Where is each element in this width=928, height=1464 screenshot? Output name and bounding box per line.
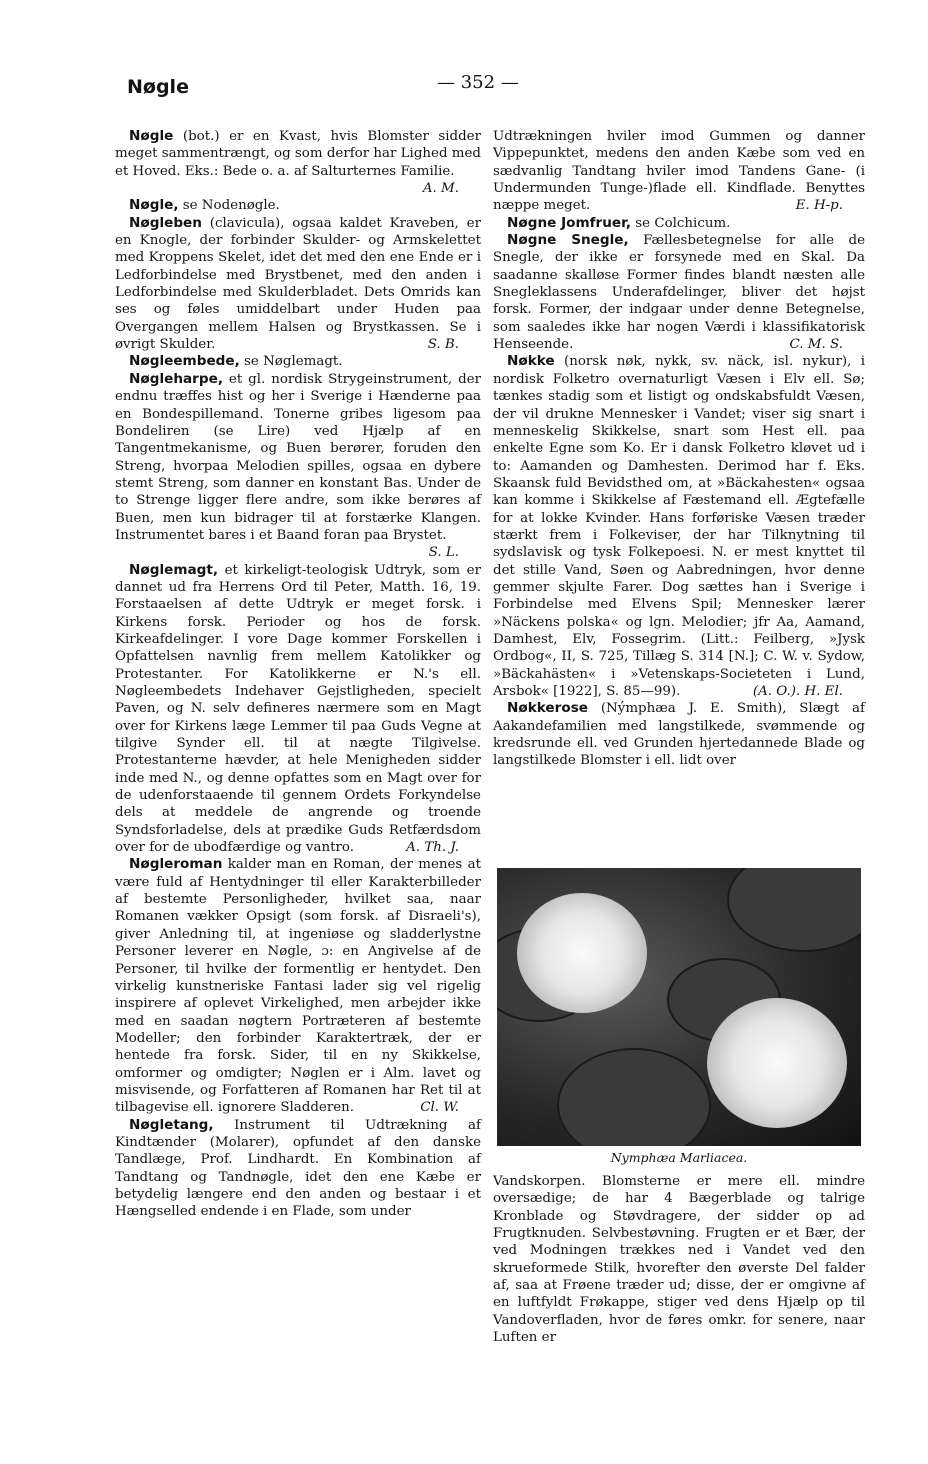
author-signature: A. Th. J. bbox=[406, 840, 459, 856]
dictionary-entry bbox=[493, 232, 865, 353]
figure-caption: Nymphæa Marliacea. bbox=[610, 1150, 748, 1165]
entry-headword: Nøkke bbox=[507, 353, 555, 370]
author-signature: E. H-p. bbox=[795, 198, 843, 214]
dictionary-entry bbox=[115, 215, 481, 354]
right-column-lower bbox=[493, 1173, 865, 1346]
entry-text: Fællesbetegnelse for alle de Snegle, der ikke er forsynede med en Skal. Da saadanne skalløse Former findes blandt næsten alle Snegleklassens Underafdelinger, bliver det højst forsk. Former, der indgaar under denne Betegnelse, som saaledes ikke har nogen Værdi i klassifikatorisk Henseende. bbox=[493, 233, 865, 353]
entry-text: kalder man en Roman, der menes at være fuld af Hentydninger til eller Karakterbilleder af bestemte Personligheder, hvilket saa, naar Romanen vækker Opsigt (som forsk. af Disraeli's), giver Anledning til, at ingeniøse og sladderlystne Personer leverer en Nøgle, ɔ: en Angivelse af de Personer, til hvilke der formentlig er hentydet. Den virkelig kunstneriske Fantasi lader sig vel rigelig inspirere af oplevet Virkelighed, men arbejder ikke med en saadan nøgtern Portræteren af bestemte Modeller; den forbinder Karaktertræk, der er hentede fra forsk. Sider, til en ny Skikkelse, omformer og omdigter; Nøglen er i Alm. lavet og misvisende, og Forfatteren af Romanen har Ret til at tilbagevise ell. ignorere Sladderen. bbox=[115, 857, 481, 1116]
author-signature: S. L. bbox=[428, 545, 459, 561]
dictionary-entry bbox=[115, 1117, 481, 1221]
author-signature: Cl. W. bbox=[420, 1100, 459, 1116]
entry-headword: Nøgleben bbox=[129, 214, 202, 231]
entry-text: se Nøglemagt. bbox=[239, 354, 343, 370]
running-head: Nøgle bbox=[127, 76, 189, 98]
dictionary-entry bbox=[115, 856, 481, 1116]
entry-headword: Nøgne Snegle, bbox=[507, 232, 629, 249]
author-signature: A. M. bbox=[422, 181, 459, 197]
author-signature: C. M. S. bbox=[789, 337, 843, 353]
dictionary-entry bbox=[493, 700, 865, 769]
entry-text: (clavicula), ogsaa kaldet Kraveben, er en Knogle, der forbinder Skulder- og Armskelettet med Kroppens Skelet, idet det med den ene Ende er i Ledforbindelse med Brystbenet, med den anden i Ledforbindelse med Skulderbladet. Dets Omrids kan ses og føles umiddelbart under Huden paa Overgangen mellem Halsen og Brystkassen. Se i øvrigt Skulder. bbox=[115, 215, 481, 353]
entry-headword: Nøgle bbox=[129, 128, 174, 144]
entry-headword: Nøgleembede, bbox=[129, 353, 240, 370]
page-number: — 352 — bbox=[437, 72, 519, 93]
dictionary-entry bbox=[115, 353, 481, 370]
entry-text: se Colchicum. bbox=[631, 215, 731, 231]
dictionary-entry bbox=[115, 128, 481, 197]
right-column bbox=[493, 128, 865, 770]
entry-text: (bot.) er en Kvast, hvis Blomster sidder meget sammentrængt, og som derfor har Lighed med et Hoved. Eks.: Bede o. a. af Salturternes Familie. bbox=[115, 129, 481, 179]
entry-headword: Nøgne Jomfruer, bbox=[507, 214, 632, 231]
author-signature: (A. O.). H. El. bbox=[752, 684, 843, 699]
entry-text: Instrument til Udtrækning af Kindtænder (Molarer), opfundet af den danske Tandlæge, Prof. Lindhardt. En Kombination af Tandtang og Tandnøgle, idet den ene Kæbe er betydelig længere end den anden og bestaar i et Hængselled endende i en Flade, som under bbox=[115, 1117, 481, 1220]
dictionary-entry bbox=[493, 215, 865, 232]
entry-headword: Nøgletang, bbox=[129, 1116, 214, 1133]
dictionary-entry bbox=[493, 128, 865, 215]
water-lily-photo bbox=[497, 868, 861, 1146]
dictionary-entry bbox=[115, 562, 481, 857]
entry-text: se Nodenøgle. bbox=[178, 198, 280, 214]
entry-headword: Nøglemagt, bbox=[129, 561, 219, 578]
author-signature: S. B. bbox=[427, 337, 459, 353]
entry-text: (Nýmphæa J. E. Smith), Slægt af Aakandefamilien med langstilkede, svømmende og kredsrunde ell. ved Grunden hjertedannede Blade og langstilkede Blomster i ell. lidt over bbox=[493, 701, 865, 769]
entry-headword: Nøgle, bbox=[129, 197, 179, 214]
continued-paragraph: Vandskorpen. Blomsterne er mere ell. mindre oversædige; de har 4 Bægerblade og talrige Kronblade og Støvdragere, der sidder op ad Frugtknuden. Selvbestøvning. Frugten er et Bær, der ved Modningen trækkes ned i Vandet ved den skrueformede Stilk, hvorefter den øverste Del falder af, saa at Frøene træder ud; disse, der er omgivne af en luftfyldt Frøkappe, stiger ved dens Hjælp op til Vandoverfladen, hvor de føres omkr. for senere, naar Luften er bbox=[493, 1174, 865, 1346]
entry-text: et gl. nordisk Strygeinstrument, der endnu træffes hist og her i Sverige i Hænderne paa en Bondespillemand. Tonerne gribes ligesom paa Bondeliren (se Lire) ved Hjælp af en Tangentmekanisme, og Buen berører, foruden den Streng, hvorpaa Melodien spilles, ogsaa en dybere stemt Streng, som danner en konstant Bas. Under de to Strenge ligger flere andre, som ikke berøres af Buen, men kun bidrager til at forstærke Klangen. Instrumentet bares i et Baand foran paa Brystet. bbox=[115, 371, 481, 543]
dictionary-entry bbox=[115, 371, 481, 562]
dictionary-entry bbox=[493, 353, 865, 700]
dictionary-entry bbox=[115, 197, 481, 214]
entry-headword: Nøgleharpe, bbox=[129, 370, 223, 387]
left-column bbox=[115, 128, 481, 1221]
entry-headword: Nøkkerose bbox=[507, 700, 589, 717]
entry-headword: Nøgleroman bbox=[129, 856, 223, 873]
entry-text: (norsk nøk, nykk, sv. näck, isl. nykur), i nordisk Folketro overnaturligt Væsen i Elv ell. Sø; tænkes stadig som et listigt og ondskabsfuldt Væsen, der vil drukne Mennesker i Vandet; viser sig snart i menneskelig Skikkelse, snart som Hest ell. paa enkelte Egne som Ko. Er i dansk Folketro kløvet ud i to: Aamanden og Damhesten. Derimod har f. Eks. Skaansk fuld Bevidsthed om, at »Bäckahesten« ogsaa kan komme i Skikkelse af Fæstemand ell. Ægtefælle for at lokke Kvinder. Hans forføriske Væsen træder stærkt frem i Folkeviser, der har Tilknytning til sydslavisk og tysk Folkepoesi. N. er mest knyttet til det stille Vand, Søen og Aabredningen, hvor denne gemmer skjulte Farer. Dog sættes han i Sverige i Forbindelse med Elvens Spil; Mennesker lærer »Näckens polska« og lgn. Melodier; jfr Aa, Aamand, Damhest, Elv, Fossegrim. (Litt.: Feilberg, »Jysk Ordbog«, II, S. 725, Tillæg S. 314 [N.]; C. W. v. Sydow, »Bäckahästen« i »Vetenskaps-Societeten i Lund, Arsbok« [1922], S. 85—99). bbox=[493, 354, 865, 699]
entry-text: Udtrækningen hviler imod Gummen og danner Vippepunktet, medens den anden Kæbe som ved en sædvanlig Tandtang hviler imod Tandens Gane- (i Undermunden Tunge-)flade ell. Kindflade. Benyttes næppe meget. bbox=[493, 129, 865, 214]
entry-text: et kirkeligt-teologisk Udtryk, som er dannet ud fra Herrens Ord til Peter, Matth. 16, 19. Forstaaelsen af dette Udtryk er meget forsk. i Kirkens forsk. Perioder og hos de forsk. Kirkeafdelinger. I vore Dage kommer Forskellen i Opfattelsen navnlig frem mellem Katolikker og Protestanter. For Katolikkerne er N.'s ell. Nøgleembedets Indehaver Gejstligheden, specielt Paven, og N. selv defineres nærmere som en Magt over for Kirkens læge Lemmer til paa Guds Vegne at tilgive Synder ell. til at nægte Tilgivelse. Protestanterne hævder, at hele Menigheden sidder inde med N., og denne opfattes som en Magt over for de udenforstaaende til gennem Ordets Forkyndelse dels at meddele de angrende og troende Syndsforladelse, dels at prædike Guds Retfærdsdom over for de ubodfærdige og vantro. bbox=[115, 562, 481, 856]
